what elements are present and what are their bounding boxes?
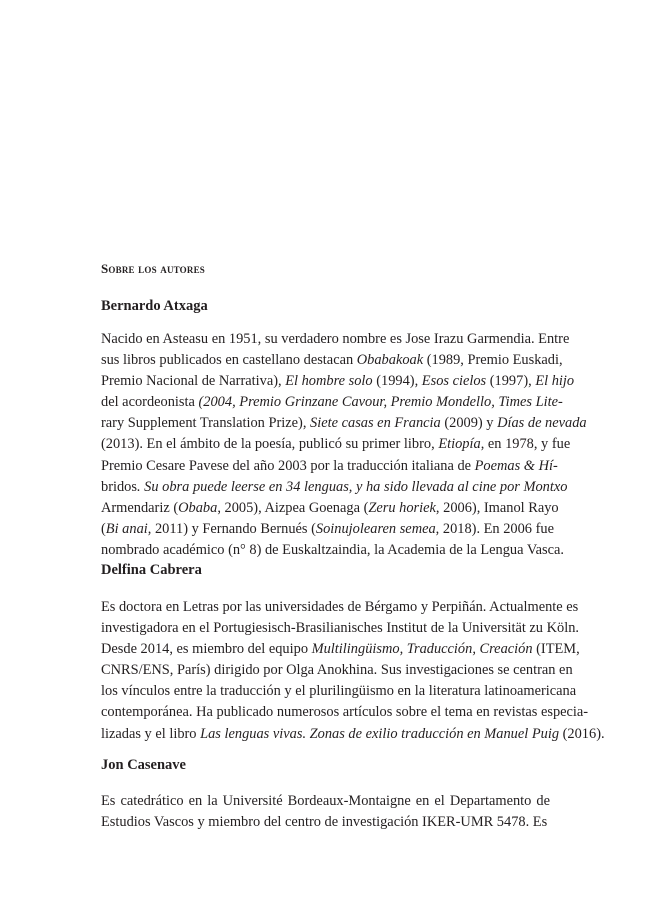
bio-text: Estudios Vascos y miembro del centro de investigación IKER-UMR 5478. Es <box>101 814 548 831</box>
bio-line <box>101 329 570 350</box>
author-bio <box>101 597 605 745</box>
bio-text: bridos <box>101 478 137 495</box>
bio-text: , 2006), Imanol Rayo <box>435 499 559 516</box>
italic-title: (2004, Premio Grinzane Cavour, Premio Mondello, Times Lite- <box>194 394 563 411</box>
bio-text: Nacido en Asteasu en 1951, su verdadero nombre es Jose Irazu Garmendia. Entre <box>101 331 570 347</box>
bio-line <box>101 702 589 723</box>
bio-line <box>101 392 563 413</box>
bio-line <box>101 812 550 833</box>
bio-line <box>101 791 550 812</box>
author-bio <box>101 791 550 833</box>
bio-line <box>101 413 587 434</box>
italic-title: Bi anai <box>105 520 148 537</box>
italic-title: El hijo <box>535 373 575 390</box>
italic-title: Soinujolearen semea <box>315 520 436 537</box>
bio-text: contemporánea. Ha publicado numerosos artículos sobre el tema en revistas especia- <box>101 704 589 721</box>
bio-line <box>101 540 565 561</box>
bio-text: investigadora en el Portugiesisch-Brasilianisches Institut de la Universität zu Köln. <box>101 620 579 637</box>
italic-title: Obaba <box>178 499 218 516</box>
bio-line <box>101 639 580 660</box>
italic-title: Días de nevada <box>497 415 587 432</box>
bio-text: Es catedrático en la Université Bordeaux-Montaigne en el Departamento de <box>101 793 550 809</box>
italic-title: Obabakoak <box>356 352 424 369</box>
italic-title: Zeru horiek <box>368 499 436 516</box>
author-name: Delfina Cabrera <box>101 562 202 578</box>
italic-title: Etiopía <box>438 436 481 453</box>
bio-text: los vínculos entre la traducción y el plurilingüismo en la literatura latinoamericana <box>101 683 577 700</box>
bio-text: , 2011) y Fernando Bernués ( <box>147 520 316 537</box>
bio-text: rary Supplement Translation Prize), <box>101 415 311 432</box>
bio-text: , 2018). En 2006 fue <box>435 520 554 537</box>
bio-text: lizadas y el libro <box>101 725 201 742</box>
bio-text: Premio Cesare Pavese del año 2003 por la traducción italiana de <box>101 457 475 474</box>
bio-line <box>101 456 558 477</box>
italic-title: Multilingüismo, Traducción, Creación <box>311 641 533 658</box>
author-name: Jon Casenave <box>101 757 186 773</box>
bio-text: , 2005), Aizpea Goenaga ( <box>217 499 369 516</box>
bio-line <box>101 371 575 392</box>
bio-line <box>101 597 579 618</box>
bio-line <box>101 660 573 681</box>
bio-text: ( <box>101 520 106 537</box>
bio-text: CNRS/ENS, París) dirigido por Olga Anokhina. Sus investigaciones se centran en <box>101 662 573 679</box>
bio-text: Premio Nacional de Narrativa), <box>101 373 286 390</box>
bio-text: nombrado académico (n° 8) de Euskaltzaindia, la Academia de la Lengua Vasca. <box>101 541 565 558</box>
bio-text: sus libros publicados en castellano destacan <box>101 352 357 369</box>
bio-line <box>101 724 605 745</box>
bio-text: Es doctora en Letras por las universidades de Bérgamo y Perpiñán. Actualmente es <box>101 599 579 615</box>
italic-title: Poemas & Hí- <box>474 457 558 474</box>
author-name: Bernardo Atxaga <box>101 298 208 314</box>
italic-title: Siete casas en Francia <box>310 415 441 432</box>
bio-text: (2009) y <box>440 415 498 432</box>
bio-line <box>101 477 568 498</box>
bio-text: (2016). <box>559 725 605 742</box>
bio-text: (1994), <box>372 373 422 390</box>
italic-title: El hombre solo <box>285 373 373 390</box>
bio-line <box>101 434 571 455</box>
bio-text: (1997), <box>486 373 536 390</box>
bio-line <box>101 519 554 540</box>
bio-text: , en 1978, y fue <box>480 436 571 453</box>
bio-line <box>101 618 579 639</box>
bio-line <box>101 498 559 519</box>
bio-line <box>101 350 563 371</box>
bio-text: Desde 2014, es miembro del equipo <box>101 641 312 658</box>
author-bio <box>101 329 587 561</box>
bio-line <box>101 681 577 702</box>
italic-title: . Su obra puede leerse en 34 lenguas, y ha sido llevada al cine por Montxo <box>136 478 568 495</box>
italic-title: Esos cielos <box>421 373 487 390</box>
bio-text: (2013). En el ámbito de la poesía, publicó su primer libro, <box>101 436 439 453</box>
section-title: Sobre los autores <box>101 261 205 276</box>
bio-text: (1989, Premio Euskadi, <box>423 352 563 369</box>
italic-title: Las lenguas vivas. Zonas de exilio traducción en Manuel Puig <box>200 725 560 742</box>
bio-text: Armendariz ( <box>101 499 179 516</box>
bio-text: del acordeonista <box>101 394 195 411</box>
bio-text: (ITEM, <box>532 641 580 658</box>
